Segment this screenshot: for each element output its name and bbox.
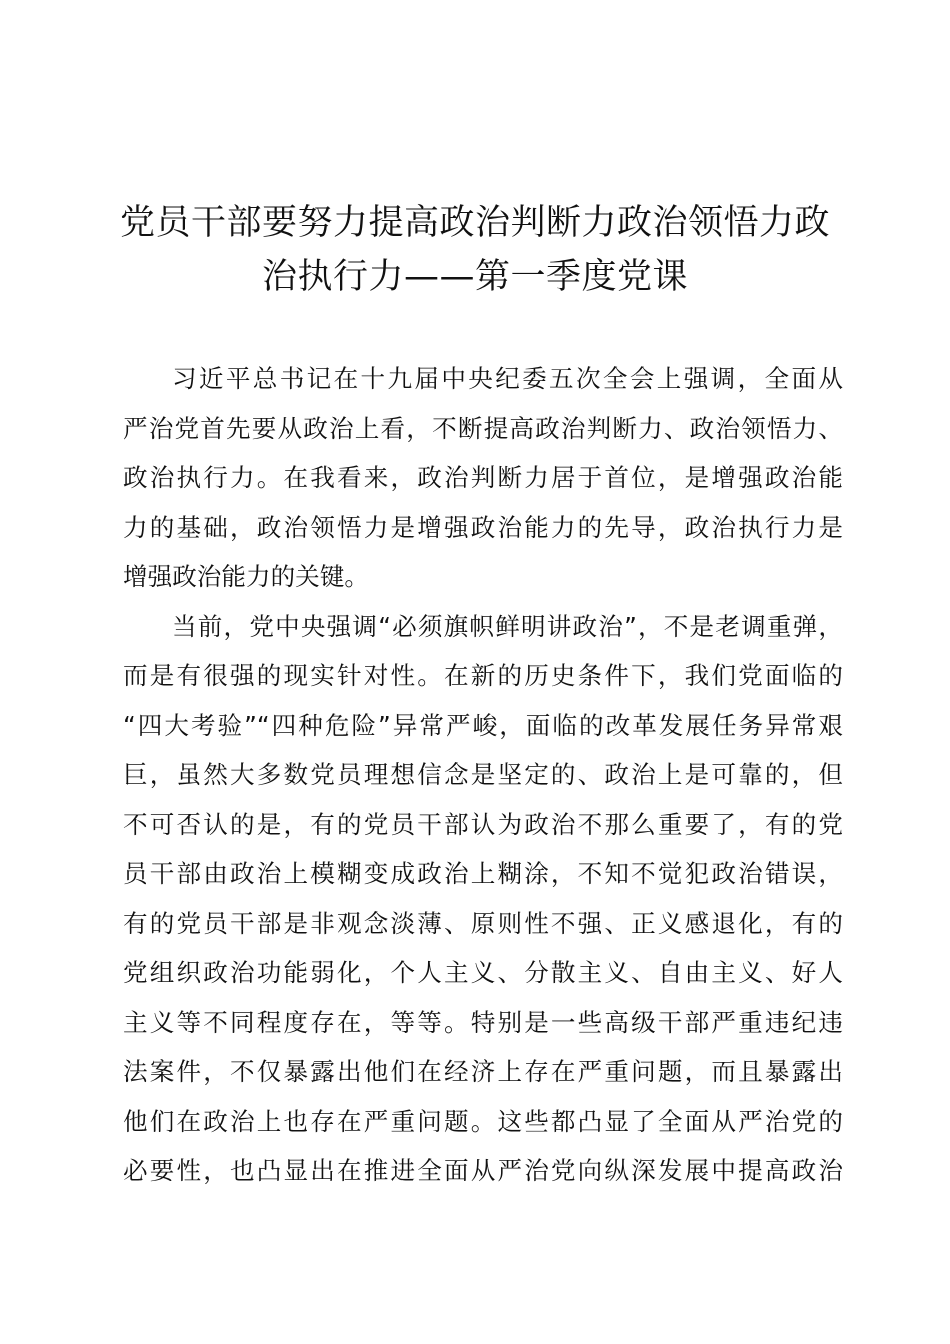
text-line: 员干部由政治上模糊变成政治上糊涂，不知不觉犯政治错误， [123,859,843,888]
text-line: 党组织政治功能弱化，个人主义、分散主义、自由主义、好人 [123,958,843,987]
text-line: 政治执行力。在我看来，政治判断力居于首位，是增强政治能 [123,463,843,492]
text-line: 当前，党中央强调“必须旗帜鲜明讲政治”，不是老调重弹， [172,611,843,641]
paragraph-2 [123,602,843,1196]
text-line: 他们在政治上也存在严重问题。这些都凸显了全面从严治党的 [123,1106,843,1136]
text-line: 力的基础，政治领悟力是增强政治能力的先导，政治执行力是 [123,512,843,542]
text-line: “四大考验”“四种危险”异常严峻，面临的改革发展任务异常艰 [123,710,843,740]
document-title [110,196,840,304]
text-line: 巨，虽然大多数党员理想信念是坚定的、政治上是可靠的，但 [123,760,843,789]
text-line: 习近平总书记在十九届中央纪委五次全会上强调，全面从 [172,364,843,393]
text-line: 不可否认的是，有的党员干部认为政治不那么重要了，有的党 [123,809,843,839]
text-line: 严治党首先要从政治上看，不断提高政治判断力、政治领悟力、 [123,413,843,443]
document-body [123,354,843,1196]
text-line: 增强政治能力的关键。 [123,562,369,591]
text-line: 有的党员干部是非观念淡薄、原则性不强、正义感退化，有的 [123,908,843,938]
title-line: 党员干部要努力提高政治判断力政治领悟力政 [119,203,830,243]
text-line: 法案件，不仅暴露出他们在经济上存在严重问题，而且暴露出 [123,1057,843,1086]
paragraph-1 [123,354,843,602]
text-line: 必要性，也凸显出在推进全面从严治党向纵深发展中提高政治 [123,1156,843,1185]
text-line: 而是有很强的现实针对性。在新的历史条件下，我们党面临的 [123,661,843,690]
text-line: 主义等不同程度存在，等等。特别是一些高级干部严重违纪违 [123,1007,843,1037]
title-line: 治执行力——第一季度党课 [261,257,688,297]
